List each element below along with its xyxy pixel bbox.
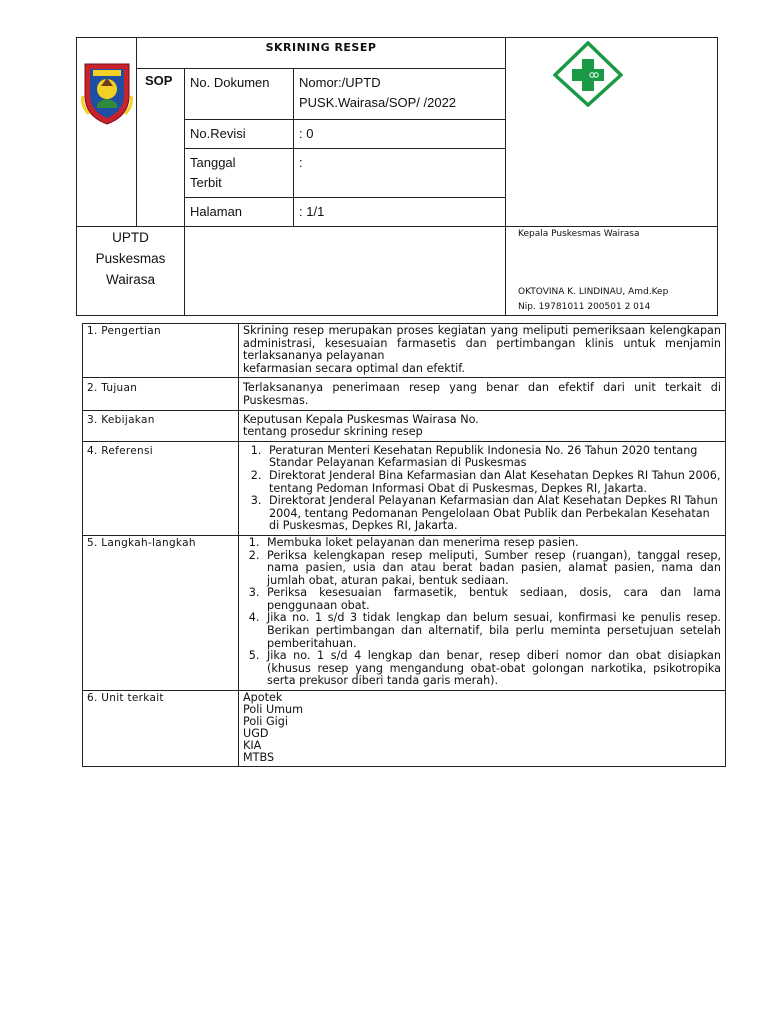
unit-item: Poli Gigi <box>243 715 288 729</box>
kebijakan-line-1: Keputusan Kepala Puskesmas Wairasa No. <box>243 412 479 426</box>
unit-item: Poli Umum <box>243 703 304 717</box>
langkah-item: 2. Periksa kelengkapan resep meliputi, Sumber resep (ruangan), tanggal resep, nama pasien, usia dan atau berat badan pasien, alamat pasien, nama dan jumlah obat, aturan pakai, bentuk sediaan. <box>263 550 721 588</box>
organization-name <box>77 227 185 316</box>
sop-content-table <box>82 323 726 767</box>
sop-label: SOP <box>137 69 185 227</box>
field-value-revisi: : 0 <box>294 120 506 149</box>
pengertian-text-end: kefarmasian secara optimal dan efektif. <box>243 361 465 375</box>
section-title-kebijakan: 3. Kebijakan <box>83 410 239 441</box>
langkah-list <box>243 537 721 688</box>
section-title-pengertian: 1. Pengertian <box>83 324 239 378</box>
kebijakan-line-2: tentang prosedur skrining resep <box>243 425 423 439</box>
organization-name-text: UPTD Puskesmas Wairasa <box>95 230 166 287</box>
head-signature-block <box>506 227 718 316</box>
section-row-langkah <box>83 535 726 690</box>
section-content-langkah <box>239 535 726 690</box>
unit-item: MTBS <box>243 751 275 765</box>
section-content-kebijakan <box>239 410 726 441</box>
langkah-item: 1. Membuka loket pelayanan dan menerima resep pasien. <box>263 537 721 550</box>
field-label-halaman: Halaman <box>185 198 294 227</box>
referensi-item: 1. Peraturan Menteri Kesehatan Republik Indonesia No. 26 Tahun 2020 tentang Standar Pelayanan Kefarmasian di Puskesmas <box>265 445 721 470</box>
section-title-langkah: 5. Langkah-langkah <box>83 535 239 690</box>
health-cross-logo-icon <box>553 41 623 107</box>
sop-header-table <box>76 37 718 316</box>
health-logo-cell <box>506 38 718 227</box>
field-value-tanggal: : <box>294 149 506 198</box>
langkah-item: 3. Periksa kesesuaian farmasetik, bentuk sediaan, dosis, cara dan lama penggunaan obat. <box>263 587 721 612</box>
field-label-dokumen: No. Dokumen <box>185 69 294 120</box>
emblem-cell <box>77 38 137 227</box>
section-content-unit <box>239 691 726 767</box>
field-label-revisi: No.Revisi <box>185 120 294 149</box>
referensi-item: 3. Direktorat Jenderal Pelayanan Kefarmasian dan Alat Kesehatan Depkes RI Tahun 2004, tentang Pedomanan Pengelolaan Obat Publik dan Perbekalan Kesehatan di Puskesmas, Depkes RI, Jakarta. <box>265 495 721 533</box>
section-row-tujuan <box>83 378 726 410</box>
field-label-tanggal: Tanggal Terbit <box>185 149 294 198</box>
section-content-referensi <box>239 441 726 535</box>
section-title-unit: 6. Unit terkait <box>83 691 239 767</box>
head-nip: Nip. 19781011 200501 2 014 <box>518 302 651 312</box>
langkah-item: 4. Jika no. 1 s/d 3 tidak lengkap dan belum sesuai, konfirmasi ke penulis resep. Berikan pertimbangan dan alternatif, bila perlu meminta persetujuan setelah pemberitahuan. <box>263 612 721 650</box>
section-title-referensi: 4. Referensi <box>83 441 239 535</box>
head-identity <box>518 285 668 315</box>
section-content-pengertian <box>239 324 726 378</box>
regency-emblem-icon <box>79 56 135 128</box>
section-row-kebijakan <box>83 410 726 441</box>
section-title-tujuan: 2. Tujuan <box>83 378 239 410</box>
referensi-item: 2. Direktorat Jenderal Bina Kefarmasian dan Alat Kesehatan Depkes RI Tahun 2006, tentang Pedoman Informasi Obat di Puskesmas, Depkes RI, Jakarta. <box>265 470 721 495</box>
unit-item: KIA <box>243 739 262 753</box>
section-row-unit <box>83 691 726 767</box>
pengertian-text: Skrining resep merupakan proses kegiatan yang meliputi pemeriksaan kelengkapan administrasi, kesesuaian farmasetis dan pertimbangan klinis untuk menjamin terlaksananya pelayanan <box>243 324 721 363</box>
section-row-referensi <box>83 441 726 535</box>
section-content-tujuan: Terlaksananya penerimaan resep yang benar dan efektif dari unit terkait di Puskesmas. <box>239 378 726 410</box>
referensi-list <box>243 445 721 533</box>
unit-item: UGD <box>243 727 269 741</box>
field-value-dokumen: Nomor:/UPTD PUSK.Wairasa/SOP/ /2022 <box>294 69 506 120</box>
field-value-halaman: : 1/1 <box>294 198 506 227</box>
langkah-item: 5. Jika no. 1 s/d 4 lengkap dan benar, resep diberi nomor dan obat disiapkan (khusus resep yang mengandung obat-obat golongan narkotika, psikotropika serta prekusor diberi tanda garis merah). <box>263 650 721 688</box>
unit-item: Apotek <box>243 691 283 705</box>
head-title: Kepala Puskesmas Wairasa <box>518 229 640 239</box>
document-title: SKRINING RESEP <box>137 38 506 69</box>
blank-cell <box>185 227 506 316</box>
section-row-pengertian <box>83 324 726 378</box>
head-name: OKTOVINA K. LINDINAU, Amd.Kep <box>518 287 669 297</box>
